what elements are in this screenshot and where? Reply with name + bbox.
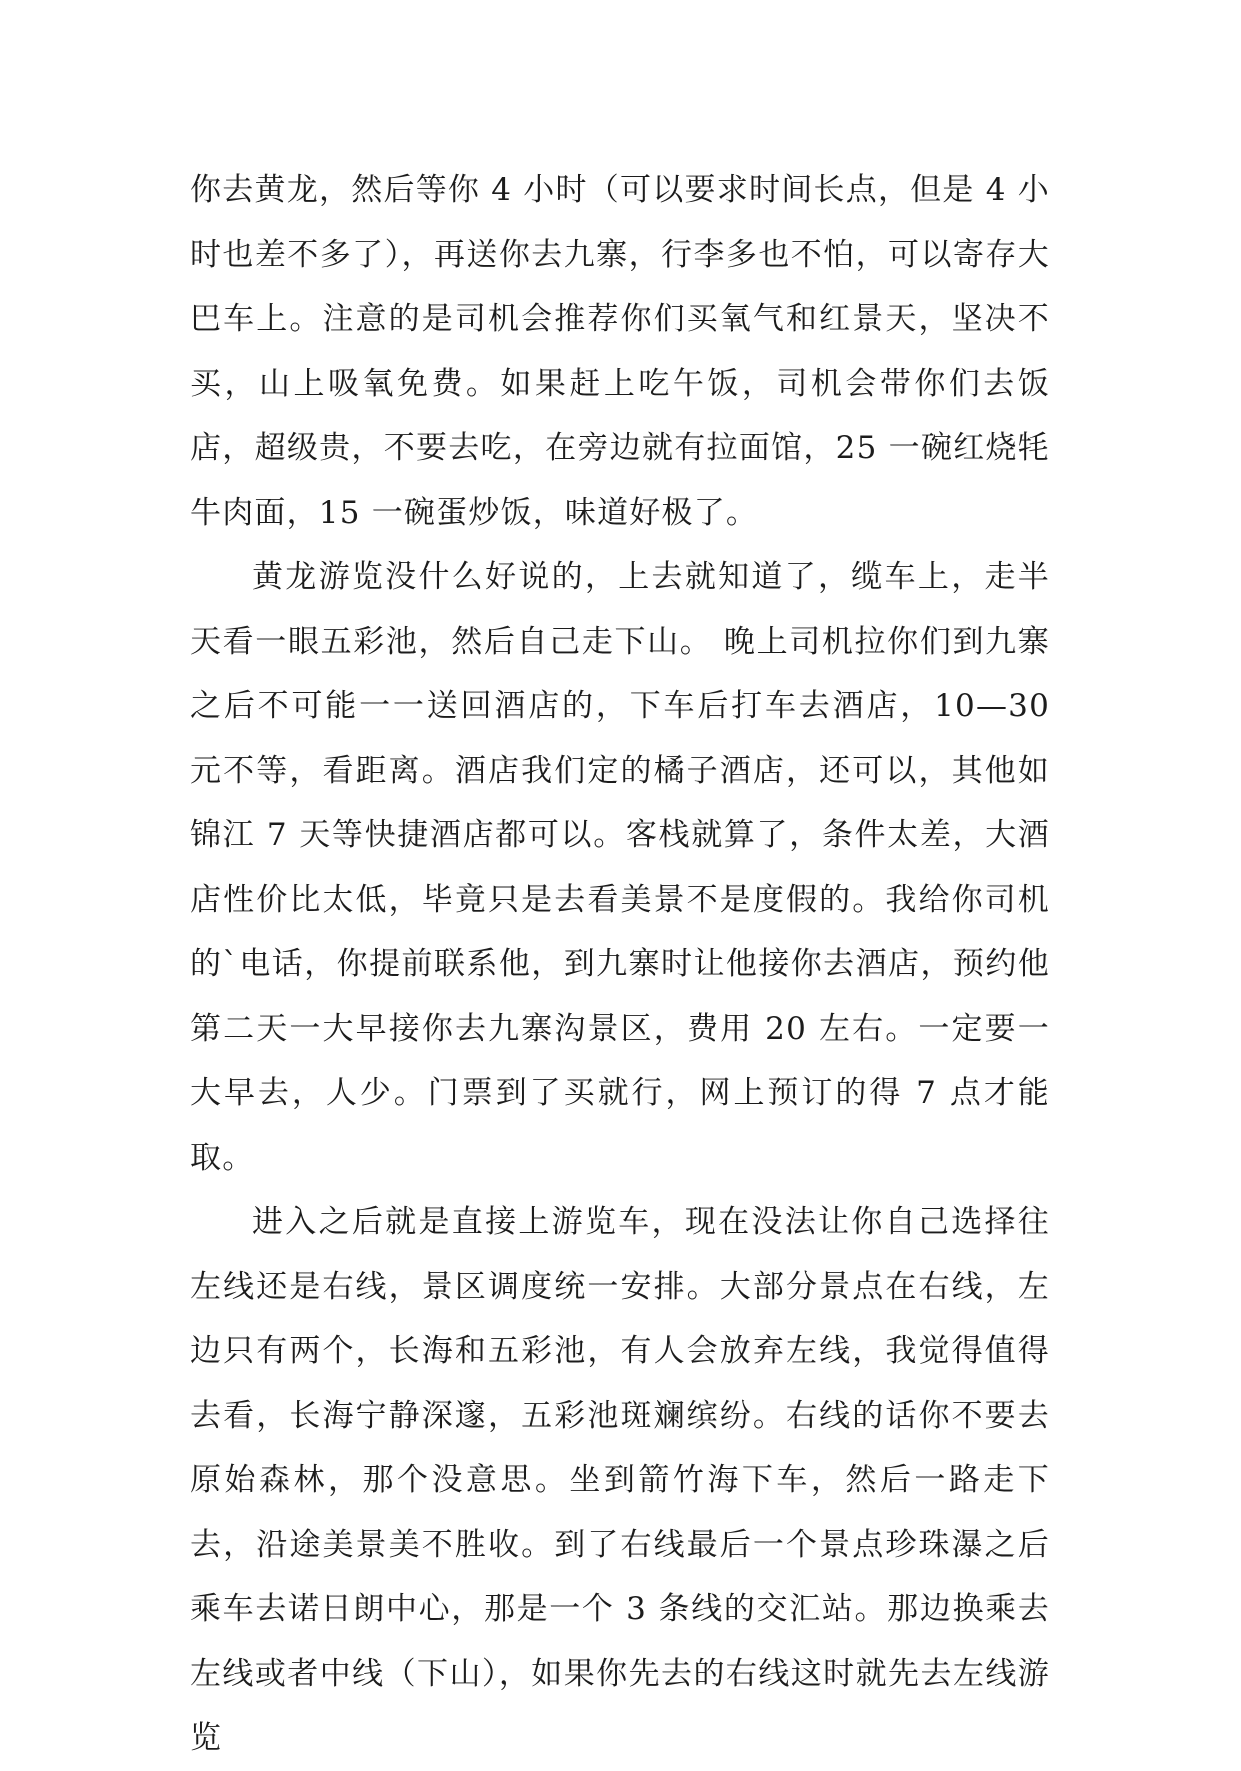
paragraph-2: 黄龙游览没什么好说的，上去就知道了，缆车上，走半天看一眼五彩池，然后自己走下山。 晚上司机拉你们到九寨之后不可能一一送回酒店的，下车后打车去酒店，10—30 元不等，看距离。酒店我们定的橘子酒店，还可以，其他如锦江 7 天等快捷酒店都可以。客栈就算了，条件太差，大酒店性价比太低，毕竟只是去看美景不是度假的。我给你司机的`电话，你提前联系他，到九寨时让他接你去酒店，预约他第二天一大早接你去九寨沟景区，费用 20 左右。一定要一大早去，人少。门票到了买就行，网上预订的得 7 点才能取。 xyxy=(190,559,1050,1176)
paragraph-1: 你去黄龙，然后等你 4 小时（可以要求时间长点，但是 4 小时也差不多了），再送你去九寨，行李多也不怕，可以寄存大巴车上。注意的是司机会推荐你们买氧气和红景天，坚决不买，山上吸氧免费。如果赶上吃午饭，司机会带你们去饭店，超级贵，不要去吃，在旁边就有拉面馆，25 一碗红烧牦牛肉面，15 一碗蛋炒饭，味道好极了。 xyxy=(190,172,1050,531)
paragraph-3: 进入之后就是直接上游览车，现在没法让你自己选择往左线还是右线，景区调度统一安排。大部分景点在右线，左边只有两个，长海和五彩池，有人会放弃左线，我觉得值得去看，长海宁静深邃，五彩池斑斓缤纷。右线的话你不要去原始森林，那个没意思。坐到箭竹海下车，然后一路走下去，沿途美景美不胜收。到了右线最后一个景点珍珠瀑之后乘车去诺日朗中心，那是一个 3 条线的交汇站。那边换乘去左线或者中线（下山），如果你先去的右线这时就先去左线游览 xyxy=(190,1204,1050,1756)
body-text xyxy=(190,158,1050,1771)
